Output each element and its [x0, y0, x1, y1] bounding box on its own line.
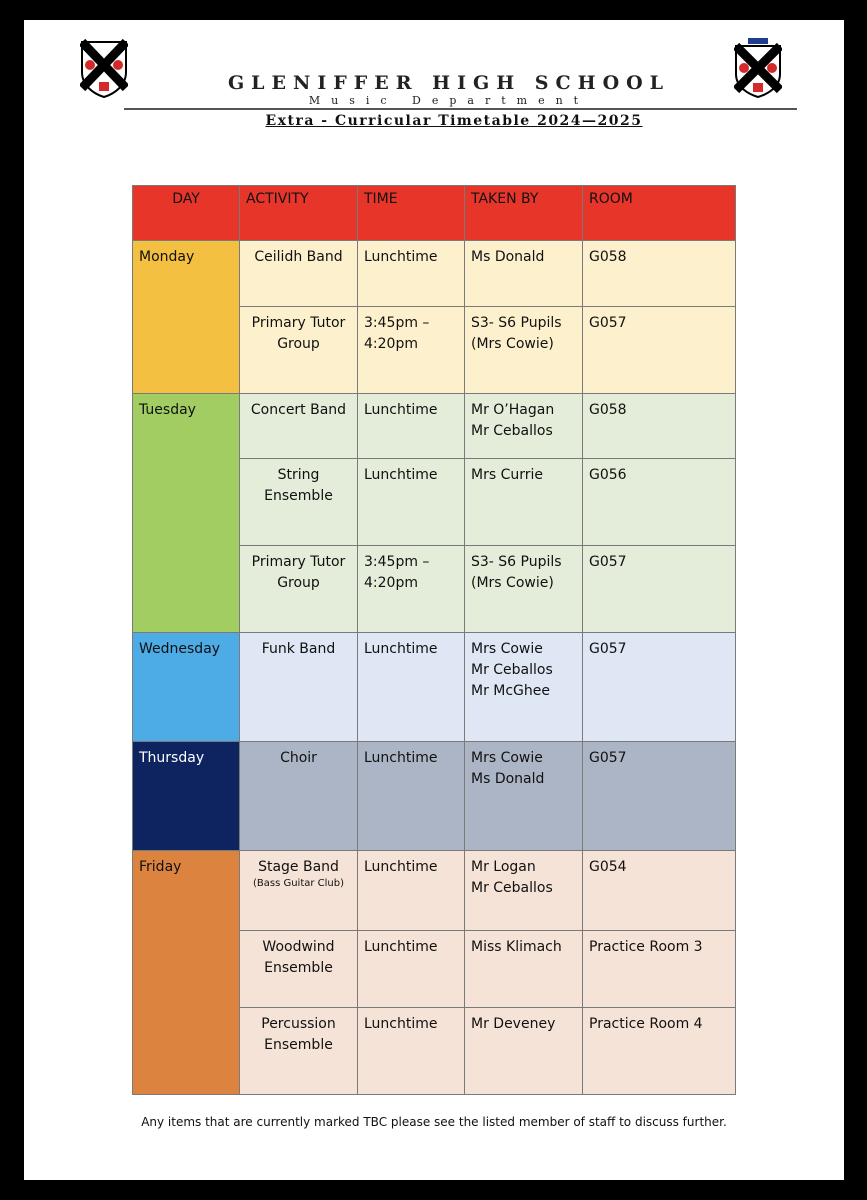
room-cell: Practice Room 4 — [583, 1008, 736, 1095]
department-name: Music Department — [308, 94, 590, 107]
staff-name: S3- S6 Pupils (Mrs Cowie) — [471, 554, 562, 591]
activity-cell: Funk Band — [240, 633, 358, 742]
activity-cell: Primary Tutor Group — [240, 307, 358, 394]
column-header-taken-by: TAKEN BY — [465, 186, 583, 241]
activity-note: (Bass Guitar Club) — [252, 878, 345, 889]
timetable-page — [24, 20, 844, 1180]
school-crest-icon — [80, 38, 128, 98]
footer-note: Any items that are currently marked TBC please see the listed member of staff to discuss further. — [141, 1115, 727, 1129]
taken-by-cell — [465, 394, 583, 459]
staff-name: Mr Logan — [471, 859, 536, 875]
day-cell-wednesday: Wednesday — [133, 633, 240, 742]
column-header-room: ROOM — [583, 186, 736, 241]
staff-name: Mrs Cowie — [471, 750, 543, 766]
activity-name: Stage Band — [258, 859, 339, 875]
time-cell: Lunchtime — [358, 1008, 465, 1095]
taken-by-cell — [465, 546, 583, 633]
activity-cell: Woodwind Ensemble — [240, 931, 358, 1008]
table-row — [133, 742, 736, 851]
table-row — [133, 241, 736, 307]
taken-by-cell — [465, 931, 583, 1008]
taken-by-cell — [465, 1008, 583, 1095]
time-cell: Lunchtime — [358, 931, 465, 1008]
staff-name: Ms Donald — [471, 249, 545, 265]
column-header-day: DAY — [133, 186, 240, 241]
day-cell-tuesday: Tuesday — [133, 394, 240, 633]
time-cell: Lunchtime — [358, 459, 465, 546]
column-header-activity: ACTIVITY — [240, 186, 358, 241]
room-cell: G058 — [583, 394, 736, 459]
activity-cell — [240, 851, 358, 931]
activity-cell: Primary Tutor Group — [240, 546, 358, 633]
staff-name: Mr Ceballos — [471, 662, 553, 678]
taken-by-cell — [465, 851, 583, 931]
room-cell: G057 — [583, 742, 736, 851]
activity-cell: Percussion Ensemble — [240, 1008, 358, 1095]
room-cell: G057 — [583, 307, 736, 394]
staff-name: S3- S6 Pupils (Mrs Cowie) — [471, 315, 562, 352]
timetable-table — [132, 185, 736, 1095]
day-cell-thursday: Thursday — [133, 742, 240, 851]
header-divider — [124, 108, 797, 110]
staff-name: Mr O’Hagan — [471, 402, 555, 418]
staff-name: Mr McGhee — [471, 683, 551, 699]
staff-name: Mrs Cowie — [471, 641, 543, 657]
day-cell-friday: Friday — [133, 851, 240, 1095]
staff-name: Mrs Currie — [471, 467, 543, 483]
room-cell: G054 — [583, 851, 736, 931]
staff-name: Mr Deveney — [471, 1016, 556, 1032]
time-cell: 3:45pm – 4:20pm — [358, 546, 465, 633]
staff-name: Mr Ceballos — [471, 423, 553, 439]
taken-by-cell — [465, 459, 583, 546]
activity-cell: Concert Band — [240, 394, 358, 459]
room-cell: Practice Room 3 — [583, 931, 736, 1008]
school-name: GLENIFFER HIGH SCHOOL — [227, 72, 671, 94]
staff-name: Miss Klimach — [471, 939, 562, 955]
time-cell: Lunchtime — [358, 851, 465, 931]
table-header-row — [133, 186, 736, 241]
taken-by-cell — [465, 307, 583, 394]
taken-by-cell — [465, 241, 583, 307]
activity-cell: Ceilidh Band — [240, 241, 358, 307]
school-crest-icon — [734, 38, 782, 98]
timetable-title: Extra - Curricular Timetable 2024—2025 — [265, 113, 643, 129]
staff-name: Ms Donald — [471, 771, 545, 787]
table-row — [133, 633, 736, 742]
time-cell: 3:45pm – 4:20pm — [358, 307, 465, 394]
time-cell: Lunchtime — [358, 633, 465, 742]
activity-cell: Choir — [240, 742, 358, 851]
time-cell: Lunchtime — [358, 394, 465, 459]
column-header-time: TIME — [358, 186, 465, 241]
room-cell: G057 — [583, 633, 736, 742]
time-cell: Lunchtime — [358, 241, 465, 307]
activity-cell: String Ensemble — [240, 459, 358, 546]
day-cell-monday: Monday — [133, 241, 240, 394]
room-cell: G056 — [583, 459, 736, 546]
staff-name: Mr Ceballos — [471, 880, 553, 896]
room-cell: G058 — [583, 241, 736, 307]
taken-by-cell — [465, 742, 583, 851]
time-cell: Lunchtime — [358, 742, 465, 851]
table-row — [133, 394, 736, 459]
taken-by-cell — [465, 633, 583, 742]
table-row — [133, 851, 736, 931]
room-cell: G057 — [583, 546, 736, 633]
